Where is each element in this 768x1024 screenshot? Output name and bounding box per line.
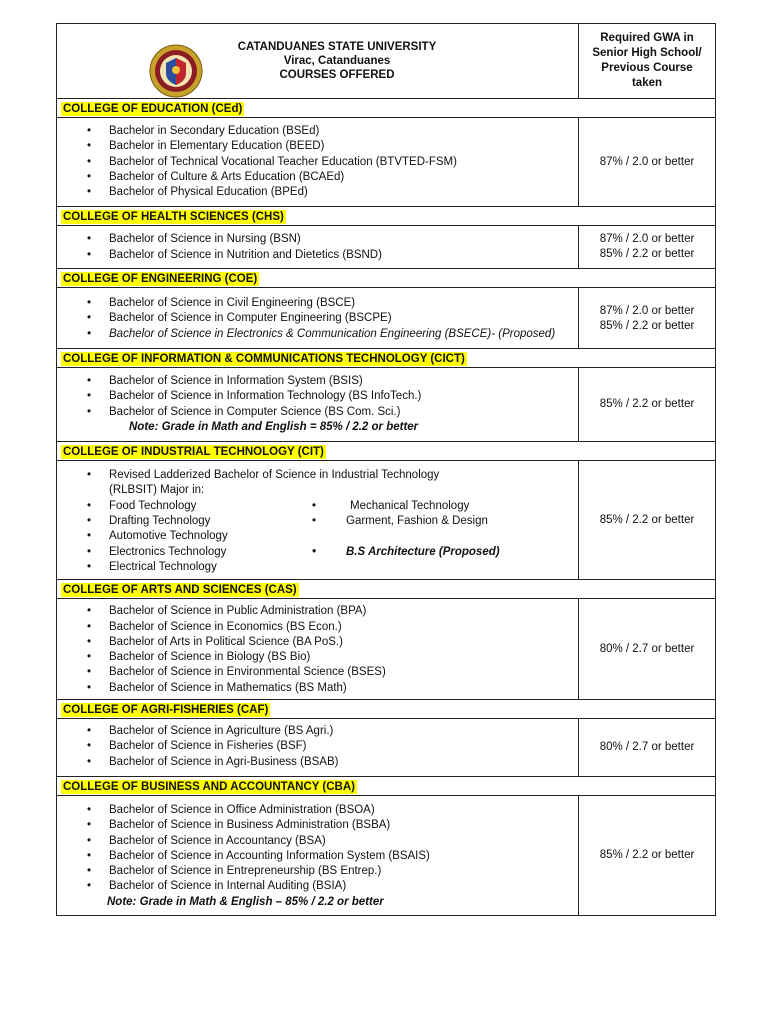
course-row-ced [57, 118, 716, 207]
course-list [57, 468, 578, 499]
gwa-value: 87% / 2.0 or better [599, 305, 695, 318]
course-list-cell [57, 461, 579, 580]
college-name: COLLEGE OF HEALTH SCIENCES (CHS) [63, 211, 284, 224]
college-name: COLLEGE OF INFORMATION & COMMUNICATIONS TECHNOLOGY (CICT) [63, 352, 465, 365]
major-item: • Garment, Fashion & Design [312, 514, 592, 529]
course-list [57, 803, 578, 895]
gwa-value: 80% / 2.7 or better [599, 740, 695, 753]
list-item: • Bachelor of Science in Business Administration (BSBA) [109, 818, 578, 833]
list-item: • Bachelor of Physical Education (BPEd) [109, 185, 578, 200]
course-list [57, 604, 578, 696]
course-list [57, 296, 578, 342]
course-list-cell [57, 118, 579, 207]
gwa-value: 85% / 2.2 or better [599, 398, 695, 411]
cba-note: Note: Grade in Math & English – 85% / 2.2 or better [107, 895, 384, 908]
major-item: • Automotive Technology [87, 529, 312, 544]
list-item: • Bachelor of Science in Agriculture (BS Agri.) [109, 724, 578, 739]
university-heading [207, 40, 467, 82]
list-item: • Bachelor of Culture & Arts Education (BCAEd) [109, 170, 578, 185]
list-item: • Bachelor of Science in Environmental Science (BSES) [109, 665, 578, 680]
list-item: • Bachelor of Science in Mathematics (BS Math) [109, 681, 578, 696]
university-name: CATANDUANES STATE UNIVERSITY [237, 41, 437, 53]
list-item: • Bachelor of Science in Information System (BSIS) [109, 374, 578, 389]
college-row-ced [57, 99, 716, 118]
header-title-cell [57, 24, 579, 99]
course-row-cict [57, 367, 716, 441]
college-row-chs [57, 207, 716, 226]
course-list-cell [57, 288, 579, 349]
major-item: • Mechanical Technology [312, 499, 592, 514]
gwa-value: 87% / 2.0 or better [599, 155, 695, 168]
cit-majors [57, 499, 578, 575]
course-row-coe [57, 288, 716, 349]
major-item: • Food Technology [87, 499, 312, 514]
course-list-cell [57, 367, 579, 441]
course-list [57, 124, 578, 200]
list-item: • Bachelor of Science in Nutrition and Dietetics (BSND) [109, 248, 578, 263]
gwa-cell [579, 795, 716, 915]
course-list-cell [57, 719, 579, 777]
list-item: • Bachelor in Secondary Education (BSEd) [109, 124, 578, 139]
gwa-cell [579, 367, 716, 441]
list-item-proposed: • Bachelor of Science in Electronics & Communication Engineering (BSECE)- (Proposed) [109, 327, 578, 342]
course-row-chs [57, 226, 716, 269]
gwa-value: 85% / 2.2 or better [599, 248, 695, 261]
course-row-caf [57, 719, 716, 777]
list-item: • Bachelor of Technical Vocational Teacher Education (BTVTED-FSM) [109, 155, 578, 170]
course-list-cell [57, 226, 579, 269]
course-row-cas [57, 599, 716, 700]
list-item: • Bachelor of Science in Computer Engineering (BSCPE) [109, 311, 578, 326]
university-location: Virac, Catanduanes [283, 55, 391, 67]
gwa-value: 85% / 2.2 or better [599, 513, 695, 526]
list-item: • Bachelor of Science in Public Administration (BPA) [109, 604, 578, 619]
gwa-cell [579, 461, 716, 580]
course-list-cell [57, 795, 579, 915]
college-row-coe [57, 269, 716, 288]
list-item: • Bachelor of Science in Computer Science (BS Com. Sci.) [109, 405, 578, 420]
college-row-cba [57, 776, 716, 795]
gwa-value: 85% / 2.2 or better [599, 320, 695, 333]
cict-note: Note: Grade in Math and English = 85% / 2.2 or better [129, 420, 419, 433]
grid-spacer [312, 529, 592, 544]
college-name: COLLEGE OF ARTS AND SCIENCES (CAS) [63, 584, 297, 597]
major-item: • Drafting Technology [87, 514, 312, 529]
major-item: • Electronics Technology [87, 545, 312, 560]
college-row-cas [57, 580, 716, 599]
course-list [57, 374, 578, 420]
list-item: • Bachelor of Science in Internal Auditing (BSIA) [109, 879, 578, 894]
list-item: • Bachelor of Science in Agri-Business (BSAB) [109, 755, 578, 770]
course-list-cell [57, 599, 579, 700]
course-row-cba [57, 795, 716, 915]
college-name: COLLEGE OF AGRI-FISHERIES (CAF) [63, 704, 269, 717]
course-row-cit [57, 461, 716, 580]
header-row [57, 24, 716, 99]
gwa-header: Required GWA in Senior High School/ Previous Course taken [592, 32, 702, 89]
list-item: • Bachelor of Science in Information Technology (BS InfoTech.) [109, 389, 578, 404]
courses-table [56, 23, 716, 916]
list-item: • Bachelor of Science in Biology (BS Bio) [109, 650, 578, 665]
college-row-caf [57, 700, 716, 719]
grid-spacer [312, 560, 592, 575]
gwa-cell [579, 118, 716, 207]
list-item-program: • Revised Ladderized Bachelor of Science in Industrial Technology (RLBSIT) Major in: [109, 468, 489, 499]
college-name: COLLEGE OF EDUCATION (CEd) [63, 103, 243, 115]
list-item: • Bachelor of Science in Fisheries (BSF) [109, 739, 578, 754]
list-item: • Bachelor of Science in Economics (BS Econ.) [109, 620, 578, 635]
gwa-value: 85% / 2.2 or better [599, 848, 695, 861]
list-item: • Bachelor of Science in Entrepreneurship (BS Entrep.) [109, 864, 578, 879]
college-row-cit [57, 442, 716, 461]
college-name: COLLEGE OF ENGINEERING (COE) [63, 273, 258, 286]
gwa-cell [579, 599, 716, 700]
list-item: • Bachelor of Science in Accountancy (BSA) [109, 834, 578, 849]
gwa-cell [579, 288, 716, 349]
gwa-value: 80% / 2.7 or better [599, 642, 695, 655]
gwa-header-cell [579, 24, 716, 99]
course-list [57, 724, 578, 770]
gwa-cell [579, 719, 716, 777]
university-seal-icon [149, 44, 203, 98]
course-list [57, 232, 578, 263]
college-row-cict [57, 348, 716, 367]
major-item-proposed: • B.S Architecture (Proposed) [312, 545, 592, 560]
document-subtitle: COURSES OFFERED [279, 69, 395, 81]
courses-document [56, 23, 714, 916]
list-item: • Bachelor of Science in Civil Engineering (BSCE) [109, 296, 578, 311]
list-item: • Bachelor of Science in Office Administration (BSOA) [109, 803, 578, 818]
list-item: • Bachelor of Arts in Political Science (BA PoS.) [109, 635, 578, 650]
major-item: • Electrical Technology [87, 560, 312, 575]
list-item: • Bachelor of Science in Nursing (BSN) [109, 232, 578, 247]
list-item: • Bachelor of Science in Accounting Information System (BSAIS) [109, 849, 578, 864]
gwa-value: 87% / 2.0 or better [599, 233, 695, 246]
list-item: • Bachelor in Elementary Education (BEED) [109, 139, 578, 154]
gwa-cell [579, 226, 716, 269]
college-name: COLLEGE OF INDUSTRIAL TECHNOLOGY (CIT) [63, 446, 324, 459]
college-name: COLLEGE OF BUSINESS AND ACCOUNTANCY (CBA) [63, 780, 355, 793]
